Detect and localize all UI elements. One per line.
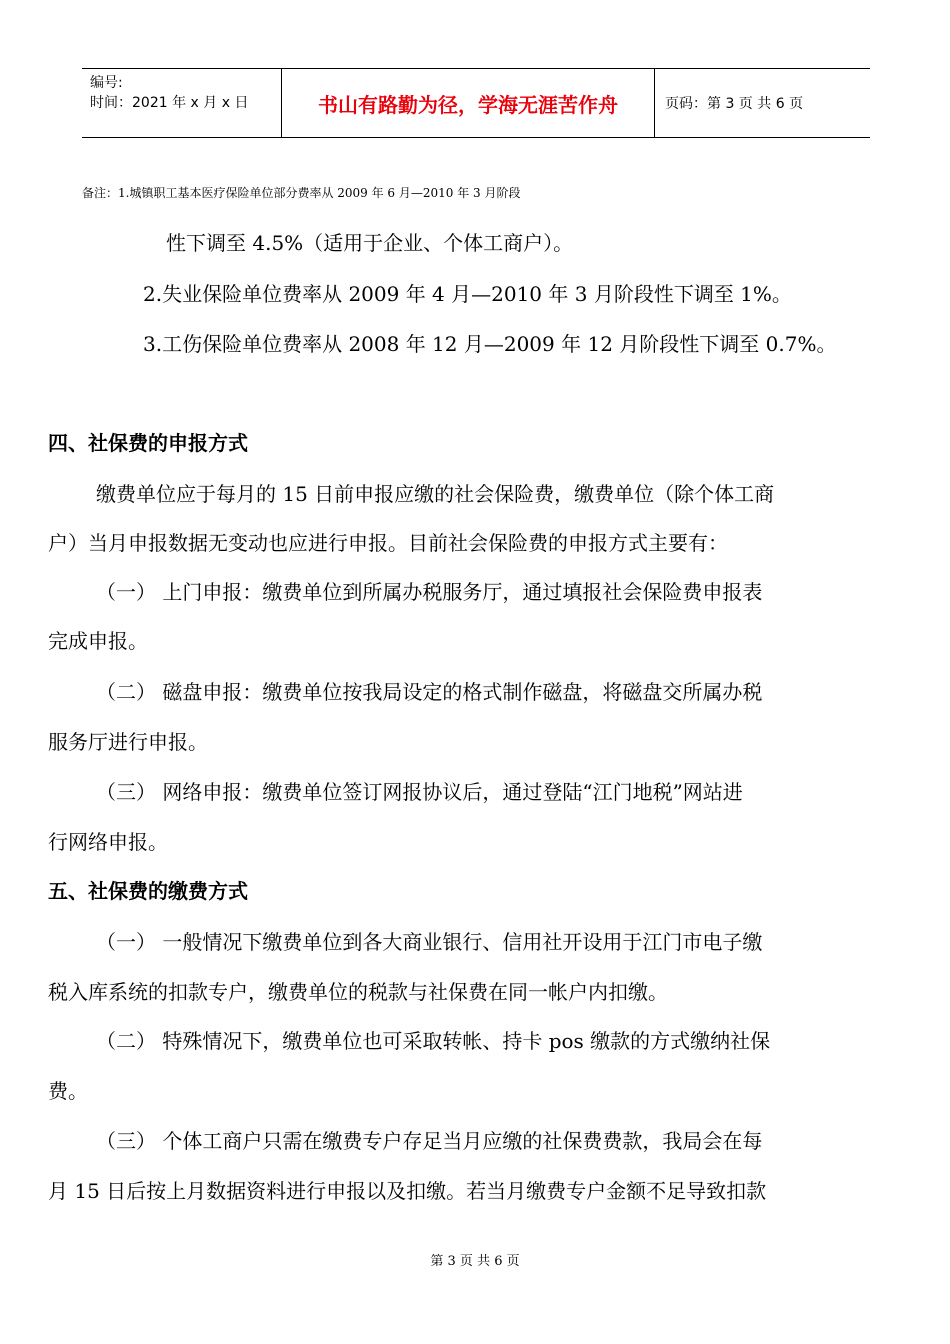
section-5-item-1-line-2: 税入库系统的扣款专户，缴费单位的税款与社保费在同一帐户内扣缴。 [48,980,668,1004]
section-5-item-3-line-1: （三） 个体工商户只需在缴费专户存足当月应缴的社保费费款，我局会在每 [96,1129,763,1153]
section-4-item-2-line-2: 服务厅进行申报。 [48,730,208,754]
section-4-item-3-line-2: 行网络申报。 [48,830,168,854]
note-line-1b: 性下调至 4.5%（适用于企业、个体工商户）。 [166,231,574,255]
section-5-item-2-line-1: （二） 特殊情况下，缴费单位也可采取转帐、持卡 pos 缴款的方式缴纳社保 [96,1029,771,1053]
section-4-item-1-line-1: （一） 上门申报：缴费单位到所属办税服务厅，通过填报社会保险费申报表 [96,580,763,604]
motto: 书山有路勤为径，学海无涯苦作舟 [282,69,655,137]
section-4-heading: 四、社保费的申报方式 [48,431,248,455]
document-header [82,68,870,138]
number-label: 编号: [90,75,123,91]
section-5-item-1-line-1: （一） 一般情况下缴费单位到各大商业银行、信用社开设用于江门市电子缴 [96,930,763,954]
section-4-item-1-line-2: 完成申报。 [48,629,148,653]
section-5-heading: 五、社保费的缴费方式 [48,879,248,903]
note-line-2: 2.失业保险单位费率从 2009 年 4 月—2010 年 3 月阶段性下调至 1%。 [143,282,792,306]
page-label: 页码：第 3 页 共 6 页 [665,96,804,112]
note-line-3: 3.工伤保险单位费率从 2008 年 12 月—2009 年 12 月阶段性下调至 0.7%。 [143,332,837,356]
section-4-item-3-line-1: （三） 网络申报：缴费单位签订网报协议后，通过登陆“江门地税”网站进 [96,780,743,804]
section-4-intro-2: 户）当月申报数据无变动也应进行申报。目前社会保险费的申报方式主要有： [48,531,728,555]
section-4-intro-1: 缴费单位应于每月的 15 日前申报应缴的社会保险费，缴费单位（除个体工商 [96,482,775,506]
section-5-item-3-line-2: 月 15 日后按上月数据资料进行申报以及扣缴。若当月缴费专户金额不足导致扣款 [48,1179,767,1203]
date-label: 时间：2021 年 x 月 x 日 [90,95,249,111]
page-footer: 第 3 页 共 6 页 [430,1254,520,1269]
note-line-1: 备注：1.城镇职工基本医疗保险单位部分费率从 2009 年 6 月—2010 年 3 月阶段 [82,186,521,200]
header-left-cell [82,69,282,137]
section-4-item-2-line-1: （二） 磁盘申报：缴费单位按我局设定的格式制作磁盘，将磁盘交所属办税 [96,680,763,704]
section-5-item-2-line-2: 费。 [48,1079,88,1103]
